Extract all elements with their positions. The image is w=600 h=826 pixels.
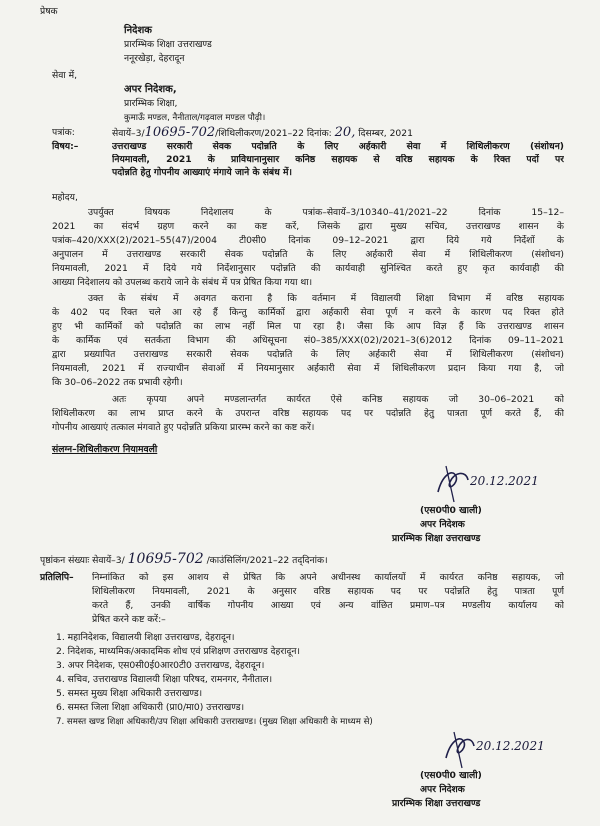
para3-line-1: अतः कृपया अपने मण्डलान्तर्गत कार्यरत ऐसे कनिष्ठ सहायक जो 30–06–2021 को [112, 394, 564, 405]
signature-office-1: प्रारम्भिक शिक्षा उत्तराखण्ड [392, 533, 481, 544]
ref-prefix: सेवायें–3/ [112, 128, 145, 139]
para1-line-3: पत्रांक–420/XXX(2)/2021–55(47)/2004 टी0सी0 दिनांक 09–12–2021 द्वारा दिये गये निर्देशों के [52, 235, 564, 246]
ref-suffix: /शिथिलीकरण/2021–22 दिनांक: [215, 128, 332, 139]
signature-designation-2: अपर निदेशक [420, 784, 465, 795]
signature-name-2: (एस0पी0 खाली) [420, 770, 482, 781]
subject-label: विषय:– [52, 141, 79, 152]
para3-line-2: शिथिलीकरण का लाभ प्राप्त करने के उपरान्त वरिष्ठ सहायक पद पर पदोन्नति हेतु पात्रता पूर्ण करते हैं, की [52, 408, 564, 419]
endorsement-label: पृष्ठांकन संख्याः सेवायें–3/ [40, 555, 125, 566]
ref-date-handwritten: 20, [334, 125, 356, 140]
ref-number-handwritten: 10695-702 [144, 125, 216, 140]
para1-line-5: नियमावली, 2021 में दिये गये निर्देशानुसार पदोन्नति की कार्यवाही सुनिश्चित करते हुए कृत कार्यवाही की [52, 263, 564, 274]
copy-line-4: प्रेषित करने कष्ट करें:– [92, 614, 166, 625]
signature-date-handwritten-1: 20.12.2021 [470, 474, 539, 488]
signature-scribble-2 [440, 728, 480, 770]
para1-line-2: 2021 का संदर्भ ग्रहण करने का कष्ट करें, जिसके द्वारा मुख्य सचिव, उत्तराखण्ड शासन के [52, 221, 564, 232]
subject-line-2: नियमावली, 2021 के प्राविधानानुसार कनिष्ठ सहायक से वरिष्ठ सहायक के रिक्त पदों पर [112, 154, 564, 165]
signature-date-handwritten-2: 20.12.2021 [476, 739, 545, 753]
copy-line-2: शिथिलीकरण नियमावली, 2021 के अनुसार वरिष्ठ सहायक पद पर पदोन्नति हेतु पात्रता पूर्ण [92, 586, 564, 597]
subject-line-1: उत्तराखण्ड सरकारी सेवक पदोन्नति के लिए अर्हकारी सेवा में शिथिलीकरण (संशोधन) [112, 141, 564, 152]
endorsement-line [40, 553, 328, 567]
para2-line-7: कि 30–06–2022 तक प्रभावी रहेगी। [52, 377, 183, 388]
recipient-title: अपर निदेशक, [124, 84, 177, 95]
list-item: 3. अपर निदेशक, एस0सी0ई0आर0टी0 उत्तराखण्ड, देहरादून। [56, 660, 265, 671]
signature-name-1: (एस0पी0 खाली) [420, 505, 482, 516]
signature-designation-1: अपर निदेशक [420, 519, 465, 530]
copy-line-3: करते हैं, उनकी वार्षिक गोपनीय आख्या एवं अन्य वांछित प्रमाण–पत्र मण्डलीय कार्यालय को [92, 600, 564, 611]
para2-line-1: उक्त के संबंध में अवगत कराना है कि वर्तमान में विद्यालयी शिक्षा विभाग में वरिष्ठ सहायक [88, 293, 564, 304]
list-item: 7. समस्त खण्ड शिक्षा अधिकारी/उप शिक्षा अधिकारी उत्तराखण्ड। (मुख्य शिक्षा अधिकारी के माध्यम से) [56, 717, 373, 727]
sender-label: प्रेषक [40, 6, 58, 17]
recipient-office: प्रारम्भिक शिक्षा, [124, 98, 178, 109]
signature-office-2: प्रारम्भिक शिक्षा उत्तराखण्ड [392, 798, 481, 809]
subject-line-3: पदोन्नति हेतु गोपनीय आख्याएं मंगाये जाने के संबंध में। [112, 167, 292, 178]
ref-label: पत्रांक: [52, 127, 75, 138]
para1-line-4: अनुपालन में उत्तराखण्ड सरकारी सेवक पदोन्नति के लिए अर्हकारी सेवा में शिथिलीकरण (संशोधन) [52, 249, 564, 260]
endorsement-number-handwritten: 10695-702 [127, 551, 204, 567]
ref-line [112, 127, 413, 140]
signature-scribble-1 [432, 462, 474, 504]
copy-label: प्रतिलिपि– [40, 572, 74, 583]
copy-line-1: निम्नांकित को इस आशय से प्रेषित कि अपने अधीनस्थ कार्यालयों में कार्यरत कनिष्ठ सहायक, जो [92, 572, 564, 583]
para2-line-6: नियमावली, 2021 में राज्याधीन सेवाओं में नियमानुसार अर्हकारी सेवा में शिथिलीकरण प्रदान किया गया है, जो [52, 363, 564, 374]
para2-line-2: के 402 पद रिक्त चले आ रहे हैं किन्तु कार्मिकों द्वारा अर्हकारी सेवा पूर्ण न करने के कारण पद रिक्त होते [52, 307, 564, 318]
sender-title: निदेशक [124, 25, 152, 36]
list-item: 2. निदेशक, माध्यमिक/अकादमिक शोध एवं प्रशिक्षण उत्तराखण्ड देहरादून। [56, 646, 300, 657]
enclosure-note: संलग्न–शिथिलीकरण नियामवली [52, 444, 158, 455]
sender-place: ननूरखेड़ा, देहरादून [124, 53, 185, 64]
list-item: 1. महानिदेशक, विद्यालयी शिक्षा उत्तराखण्ड, देहरादून। [56, 632, 235, 643]
para1-line-6: आख्या निदेशालय को उपलब्ध कराये जाने के संबंध में पत्र प्रेषित किया गया था। [52, 277, 313, 288]
ref-date-rest: दिसम्बर, 2021 [358, 128, 413, 139]
para3-line-3: गोपनीय आख्याएं तत्काल मंगवाते हुए पदोन्नति प्रकिया प्रारम्भ करने का कष्ट करें। [52, 422, 315, 433]
sender-office: प्रारम्भिक शिक्षा उत्तराखण्ड [124, 39, 212, 50]
list-item: 6. समस्त जिला शिक्षा अधिकारी (प्रा0/मा0) उत्तराखण्ड। [56, 702, 245, 713]
recipient-place: कुमाऊँ मण्डल, नैनीताल/गढ़वाल मण्डल पौढ़ी। [124, 113, 266, 123]
para2-line-3: हुए भी कार्मिकों को पदोन्नति का लाभ नहीं मिल पा रहा है। जैसा कि आप विज्ञ हैं कि उत्तराखण्ड शासन [52, 321, 564, 332]
list-item: 4. सचिव, उत्तराखण्ड विद्यालयी शिक्षा परिषद, रामनगर, नैनीताल। [56, 674, 273, 685]
list-item: 5. समस्त मुख्य शिक्षा अधिकारी उत्तराखण्ड। [56, 688, 203, 699]
para2-line-5: द्वारा प्रख्यापित उत्तराखण्ड सरकारी सेवक पदोन्नति के लिए अर्हकारी सेवा में शिथिलीकरण (संशोधन) [52, 349, 564, 360]
endorsement-suffix: /काउंसिलिंग/2021–22 तद्‌दिनांक। [206, 555, 328, 566]
para2-line-4: के कार्मिक एवं सतर्कता विभाग की अधिसूचना सं0–385/XXX(02)/2021–3(6)2012 दिनांक 09–11–2021 [52, 335, 564, 346]
salutation: महोदय, [52, 192, 78, 203]
recipient-label: सेवा में, [52, 70, 78, 81]
para1-line-1: उपर्युक्त विषयक निदेशालय के पत्रांक–सेवायें–3/10340–41/2021–22 दिनांक 15–12– [88, 207, 564, 218]
